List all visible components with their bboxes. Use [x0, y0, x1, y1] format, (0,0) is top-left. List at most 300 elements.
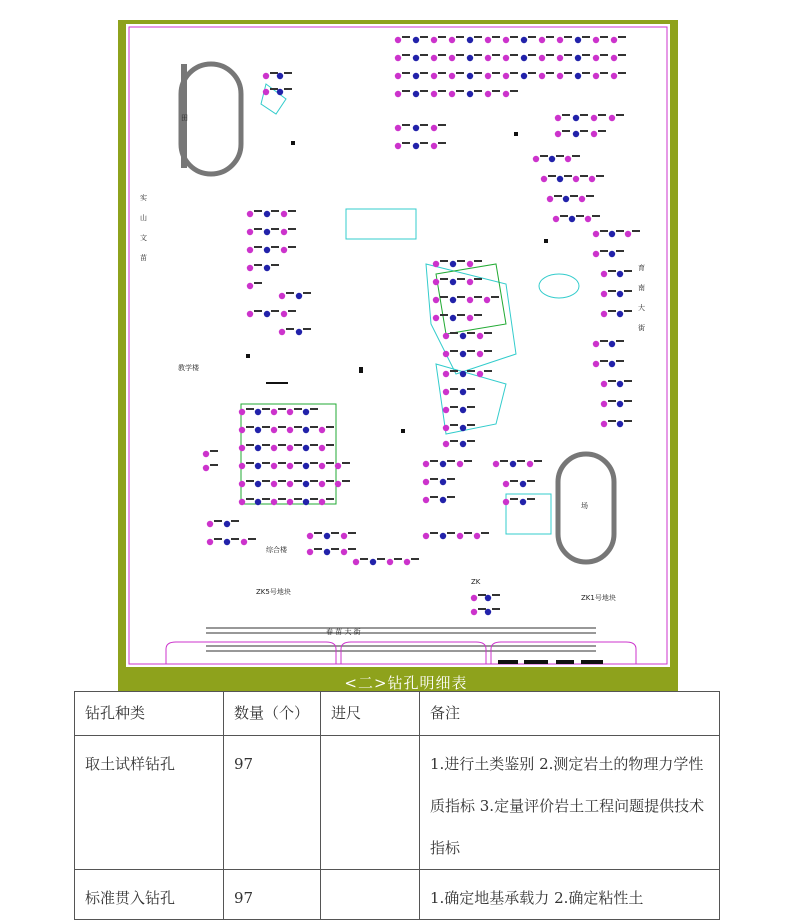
borehole-tag: [474, 296, 482, 298]
borehole-tag: [342, 462, 350, 464]
borehole-marker: [443, 333, 449, 339]
borehole-marker: [539, 55, 545, 61]
borehole-marker: [467, 315, 473, 321]
borehole-marker: [625, 231, 631, 237]
borehole-marker: [609, 361, 615, 367]
borehole-marker: [591, 115, 597, 121]
borehole-marker: [319, 427, 325, 433]
borehole-marker: [450, 315, 456, 321]
borehole-tag: [420, 54, 428, 56]
borehole-tag: [248, 538, 256, 540]
borehole-marker: [271, 445, 277, 451]
borehole-tag: [438, 54, 446, 56]
borehole-marker: [467, 91, 473, 97]
borehole-tag: [527, 480, 535, 482]
borehole-tag: [294, 498, 302, 500]
borehole-tag: [456, 36, 464, 38]
borehole-marker: [303, 445, 309, 451]
borehole-tag: [450, 370, 458, 372]
borehole-marker: [485, 595, 491, 601]
borehole-marker: [413, 143, 419, 149]
borehole-marker: [203, 451, 209, 457]
borehole-tag: [608, 290, 616, 292]
borehole-tag: [528, 36, 536, 38]
borehole-tag: [510, 480, 518, 482]
borehole-tag: [278, 426, 286, 428]
borehole-marker: [617, 271, 623, 277]
borehole-marker: [271, 499, 277, 505]
borehole-marker: [387, 559, 393, 565]
borehole-marker: [395, 37, 401, 43]
borehole-marker: [433, 279, 439, 285]
label-bottom-right: ZK1号地块: [581, 594, 616, 602]
borehole-marker: [493, 461, 499, 467]
borehole-tag: [592, 215, 600, 217]
borehole-marker: [264, 247, 270, 253]
label-field-right: 场: [581, 502, 588, 510]
borehole-tag: [402, 54, 410, 56]
borehole-tag: [450, 440, 458, 442]
borehole-tag: [457, 260, 465, 262]
borehole-marker: [440, 479, 446, 485]
borehole-tag: [580, 130, 588, 132]
borehole-marker: [457, 533, 463, 539]
borehole-tag: [246, 462, 254, 464]
borehole-marker: [460, 371, 466, 377]
borehole-tag: [314, 532, 322, 534]
cell-count: 97: [224, 870, 321, 920]
borehole-marker: [474, 533, 480, 539]
borehole-tag: [326, 444, 334, 446]
label-bottom-left: ZK5号地块: [256, 588, 291, 596]
borehole-marker: [601, 381, 607, 387]
borehole-marker: [573, 176, 579, 182]
borehole-tag: [420, 90, 428, 92]
borehole-marker: [239, 427, 245, 433]
borehole-tag: [326, 480, 334, 482]
borehole-tag: [286, 292, 294, 294]
borehole-marker: [303, 463, 309, 469]
borehole-tag: [467, 424, 475, 426]
borehole-marker: [460, 389, 466, 395]
borehole-tag: [624, 270, 632, 272]
borehole-tag: [310, 480, 318, 482]
borehole-tag: [492, 90, 500, 92]
borehole-tag: [450, 406, 458, 408]
borehole-marker: [413, 73, 419, 79]
borehole-marker: [573, 131, 579, 137]
cell-type: 取土试样钻孔: [75, 736, 224, 870]
borehole-marker: [617, 381, 623, 387]
borehole-marker: [467, 73, 473, 79]
borehole-marker: [617, 291, 623, 297]
borehole-marker: [555, 115, 561, 121]
borehole-tag: [314, 548, 322, 550]
borehole-marker: [450, 261, 456, 267]
borehole-marker: [520, 481, 526, 487]
borehole-marker: [263, 89, 269, 95]
borehole-tag: [474, 54, 482, 56]
borehole-marker: [503, 37, 509, 43]
borehole-marker: [484, 297, 490, 303]
borehole-tag: [582, 36, 590, 38]
borehole-marker: [563, 196, 569, 202]
borehole-marker: [539, 73, 545, 79]
borehole-tag: [246, 480, 254, 482]
borehole-marker: [485, 55, 491, 61]
running-track-left: [181, 64, 241, 174]
borehole-marker: [460, 333, 466, 339]
borehole-marker: [341, 533, 347, 539]
borehole-marker: [395, 143, 401, 149]
borehole-tag: [464, 532, 472, 534]
borehole-tag: [288, 210, 296, 212]
borehole-tag: [303, 328, 311, 330]
borehole-marker: [307, 533, 313, 539]
borehole-tag: [254, 246, 262, 248]
borehole-tag: [554, 195, 562, 197]
borehole-marker: [264, 229, 270, 235]
label-east-gate-3: 文: [140, 234, 147, 242]
borehole-tag: [310, 462, 318, 464]
borehole-tag: [467, 406, 475, 408]
borehole-tag: [608, 310, 616, 312]
borehole-marker: [413, 37, 419, 43]
borehole-tag: [284, 72, 292, 74]
borehole-marker: [440, 533, 446, 539]
borehole-marker: [609, 341, 615, 347]
borehole-tag: [438, 72, 446, 74]
borehole-tag: [430, 496, 438, 498]
borehole-tag: [474, 90, 482, 92]
borehole-markers: [203, 36, 640, 615]
borehole-tag: [600, 54, 608, 56]
borehole-tag: [570, 195, 578, 197]
borehole-marker: [264, 265, 270, 271]
figure-caption: <二>钻孔明细表: [344, 674, 468, 692]
borehole-marker: [477, 351, 483, 357]
borehole-marker: [281, 311, 287, 317]
borehole-tag: [484, 332, 492, 334]
borehole-tag: [420, 142, 428, 144]
borehole-marker: [303, 427, 309, 433]
borehole-tag: [510, 72, 518, 74]
borehole-tag: [540, 155, 548, 157]
borehole-tag: [286, 328, 294, 330]
borehole-tag: [310, 498, 318, 500]
borehole-tag: [467, 440, 475, 442]
borehole-marker: [423, 533, 429, 539]
borehole-tag: [284, 88, 292, 90]
borehole-marker: [255, 499, 261, 505]
borehole-marker: [281, 247, 287, 253]
label-field-left: 田: [181, 114, 188, 122]
borehole-marker: [423, 497, 429, 503]
borehole-tag: [580, 175, 588, 177]
misc-marks: [246, 132, 548, 433]
borehole-marker: [247, 211, 253, 217]
borehole-tag: [438, 90, 446, 92]
borehole-marker: [533, 156, 539, 162]
borehole-tag: [294, 462, 302, 464]
borehole-marker: [203, 465, 209, 471]
borehole-tag: [500, 460, 508, 462]
borehole-tag: [254, 310, 262, 312]
borehole-tag: [394, 558, 402, 560]
borehole-tag: [254, 282, 262, 284]
borehole-marker: [593, 231, 599, 237]
borehole-marker: [255, 481, 261, 487]
borehole-marker: [296, 329, 302, 335]
borehole-marker: [264, 311, 270, 317]
borehole-tag: [331, 532, 339, 534]
borehole-tag: [246, 408, 254, 410]
borehole-marker: [271, 481, 277, 487]
borehole-tag: [464, 460, 472, 462]
borehole-tag: [600, 230, 608, 232]
borehole-tag: [214, 538, 222, 540]
borehole-marker: [239, 481, 245, 487]
borehole-marker: [271, 427, 277, 433]
borehole-tag: [262, 408, 270, 410]
borehole-tag: [210, 464, 218, 466]
borehole-marker: [521, 37, 527, 43]
borehole-tag: [564, 54, 572, 56]
borehole-marker: [575, 73, 581, 79]
borehole-tag: [608, 380, 616, 382]
borehole-tag: [474, 314, 482, 316]
borehole-tag: [278, 408, 286, 410]
borehole-tag: [474, 260, 482, 262]
borehole-tag: [556, 155, 564, 157]
borehole-tag: [616, 340, 624, 342]
label-east-gate-2: 山: [140, 214, 147, 222]
label-center: 综合楼: [266, 546, 287, 554]
borehole-tag: [598, 114, 606, 116]
borehole-marker: [460, 407, 466, 413]
borehole-marker: [593, 251, 599, 257]
borehole-marker: [287, 481, 293, 487]
borehole-marker: [547, 196, 553, 202]
borehole-marker: [287, 499, 293, 505]
cell-depth: [321, 870, 420, 920]
borehole-tag: [303, 292, 311, 294]
borehole-marker: [207, 539, 213, 545]
borehole-marker: [287, 463, 293, 469]
borehole-marker: [247, 247, 253, 253]
borehole-marker: [431, 125, 437, 131]
borehole-tag: [484, 350, 492, 352]
borehole-tag: [608, 400, 616, 402]
borehole-tag: [450, 332, 458, 334]
borehole-marker: [471, 595, 477, 601]
borehole-marker: [521, 73, 527, 79]
borehole-tag: [624, 400, 632, 402]
label-east-gate-4: 苗: [140, 254, 147, 262]
borehole-marker: [287, 409, 293, 415]
borehole-tag: [420, 36, 428, 38]
borehole-marker: [527, 461, 533, 467]
borehole-tag: [402, 90, 410, 92]
borehole-marker: [287, 427, 293, 433]
borehole-tag: [616, 230, 624, 232]
borehole-marker: [467, 55, 473, 61]
borehole-marker: [431, 55, 437, 61]
borehole-marker: [611, 73, 617, 79]
borehole-marker: [431, 37, 437, 43]
borehole-marker: [431, 143, 437, 149]
borehole-tag: [288, 246, 296, 248]
borehole-marker: [239, 463, 245, 469]
borehole-tag: [560, 215, 568, 217]
borehole-tag: [450, 424, 458, 426]
borehole-tag: [456, 72, 464, 74]
borehole-marker: [431, 91, 437, 97]
borehole-marker: [460, 351, 466, 357]
borehole-tag: [492, 594, 500, 596]
borehole-tag: [420, 72, 428, 74]
borehole-tag: [271, 228, 279, 230]
borehole-tag: [528, 54, 536, 56]
borehole-marker: [557, 37, 563, 43]
borehole-tag: [440, 260, 448, 262]
borehole-marker: [591, 131, 597, 137]
borehole-tag: [438, 36, 446, 38]
borehole-marker: [601, 291, 607, 297]
borehole-tag: [342, 480, 350, 482]
site-plan-figure: [118, 20, 678, 692]
borehole-marker: [557, 55, 563, 61]
borehole-marker: [485, 91, 491, 97]
site-boundary: [129, 27, 667, 664]
borehole-marker: [471, 609, 477, 615]
borehole-marker: [413, 55, 419, 61]
borehole-marker: [255, 445, 261, 451]
borehole-tag: [447, 478, 455, 480]
borehole-tag: [278, 498, 286, 500]
borehole-tag: [582, 72, 590, 74]
borehole-marker: [224, 521, 230, 527]
label-right-4: 街: [638, 324, 645, 332]
bottom-bars: [498, 660, 603, 664]
header-note: 备注: [420, 692, 720, 736]
borehole-tag: [270, 72, 278, 74]
borehole-tag: [310, 444, 318, 446]
borehole-tag: [582, 54, 590, 56]
borehole-tag: [402, 142, 410, 144]
borehole-tag: [294, 426, 302, 428]
borehole-marker: [589, 176, 595, 182]
borehole-tag: [492, 54, 500, 56]
borehole-marker: [319, 499, 325, 505]
borehole-marker: [449, 37, 455, 43]
borehole-marker: [585, 216, 591, 222]
borehole-tag: [440, 296, 448, 298]
borehole-marker: [443, 371, 449, 377]
borehole-marker: [307, 549, 313, 555]
borehole-marker: [593, 341, 599, 347]
borehole-marker: [503, 73, 509, 79]
cell-type: 标准贯入钻孔: [75, 870, 224, 920]
borehole-tag: [278, 480, 286, 482]
borehole-tag: [492, 36, 500, 38]
borehole-tag: [492, 72, 500, 74]
cell-count: 97: [224, 736, 321, 870]
borehole-tag: [246, 444, 254, 446]
borehole-tag: [402, 124, 410, 126]
borehole-marker: [573, 115, 579, 121]
borehole-tag: [527, 498, 535, 500]
borehole-tag: [271, 264, 279, 266]
borehole-marker: [467, 37, 473, 43]
label-east-gate-1: 实: [140, 194, 147, 202]
borehole-marker: [611, 37, 617, 43]
borehole-marker: [575, 55, 581, 61]
borehole-tag: [596, 175, 604, 177]
label-bottom-road: 春 苗 大 街: [326, 628, 361, 636]
borehole-tag: [616, 250, 624, 252]
borehole-tag: [624, 310, 632, 312]
borehole-marker: [247, 311, 253, 317]
borehole-marker: [609, 115, 615, 121]
borehole-tag: [474, 36, 482, 38]
borehole-marker: [239, 409, 245, 415]
borehole-marker: [395, 125, 401, 131]
label-east: ZK: [471, 578, 481, 586]
borehole-site-plan: [126, 24, 670, 692]
borehole-marker: [443, 425, 449, 431]
borehole-tag: [262, 480, 270, 482]
borehole-tag: [546, 54, 554, 56]
borehole-marker: [413, 91, 419, 97]
borehole-tag: [474, 72, 482, 74]
cell-note: 1.进行土类鉴别 2.测定岩土的物理力学性质指标 3.定量评价岩土工程问题提供技术指标: [420, 736, 720, 870]
borehole-tag: [564, 36, 572, 38]
borehole-tag: [600, 36, 608, 38]
borehole-marker: [264, 211, 270, 217]
borehole-marker: [617, 421, 623, 427]
borehole-marker: [477, 333, 483, 339]
borehole-tag: [576, 215, 584, 217]
borehole-tag: [348, 532, 356, 534]
cell-note: 1.确定地基承载力 2.确定粘性土: [420, 870, 720, 920]
borehole-marker: [319, 463, 325, 469]
borehole-marker: [281, 229, 287, 235]
borehole-tag: [632, 230, 640, 232]
borehole-marker: [557, 176, 563, 182]
borehole-tag: [254, 264, 262, 266]
borehole-marker: [277, 73, 283, 79]
borehole-marker: [611, 55, 617, 61]
borehole-marker: [303, 499, 309, 505]
borehole-marker: [467, 297, 473, 303]
borehole-tag: [270, 88, 278, 90]
borehole-marker: [239, 499, 245, 505]
borehole-tag: [326, 462, 334, 464]
borehole-tag: [231, 520, 239, 522]
borehole-marker: [423, 461, 429, 467]
borehole-tag: [402, 36, 410, 38]
borehole-tag: [492, 608, 500, 610]
borehole-tag: [467, 370, 475, 372]
borehole-marker: [485, 73, 491, 79]
borehole-tag: [262, 498, 270, 500]
borehole-marker: [335, 463, 341, 469]
borehole-tag: [624, 380, 632, 382]
borehole-marker: [557, 73, 563, 79]
borehole-tag: [310, 408, 318, 410]
borehole-tag: [467, 350, 475, 352]
